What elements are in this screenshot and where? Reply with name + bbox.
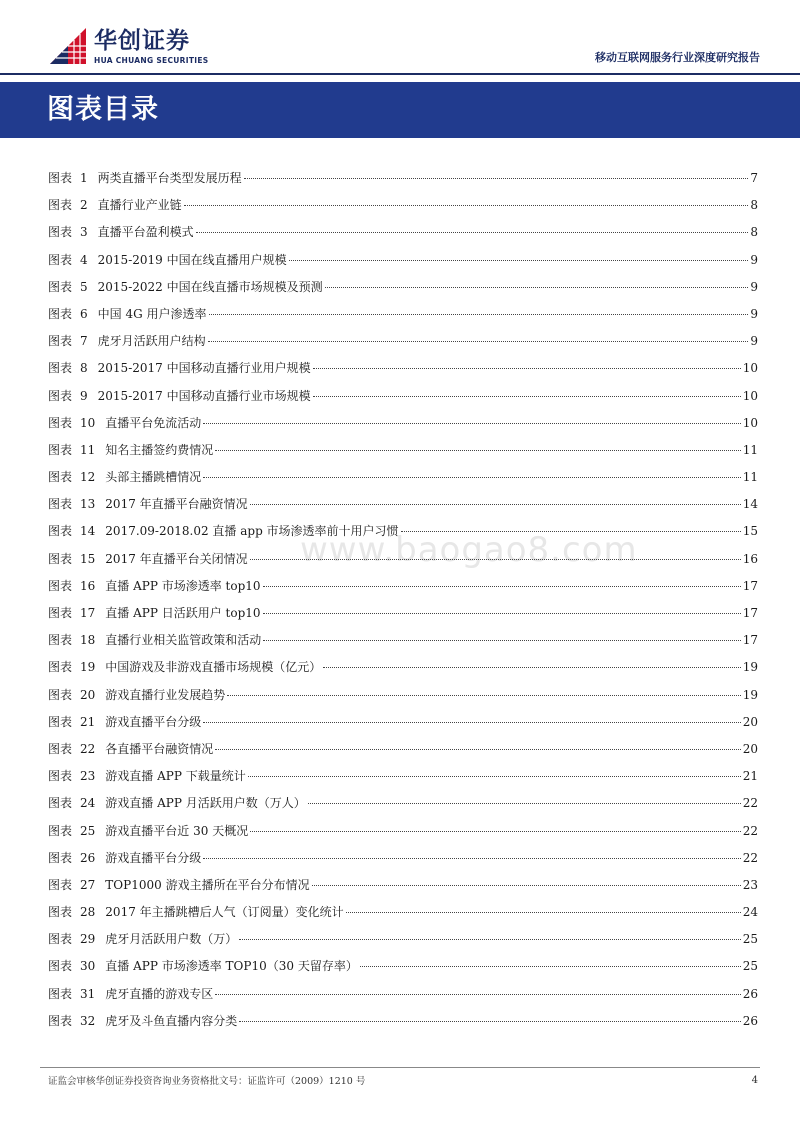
toc-entry-number: 28 [80, 905, 96, 920]
header-divider [0, 73, 800, 75]
report-title: 移动互联网服务行业深度研究报告 [595, 51, 760, 64]
toc-entry-prefix: 图表 [48, 334, 73, 349]
toc-entry[interactable] [48, 440, 758, 467]
toc-entry-prefix: 图表 [48, 877, 73, 892]
toc-entry[interactable] [48, 875, 758, 902]
toc-entry[interactable] [48, 467, 758, 494]
toc-entry[interactable] [48, 902, 758, 929]
toc-entry-prefix: 图表 [48, 796, 73, 811]
toc-entry[interactable] [48, 984, 758, 1011]
toc-entry-number: 19 [80, 660, 96, 675]
toc-entry-number: 26 [80, 850, 96, 865]
toc-entry-title: 中国 4G 用户渗透率 [97, 306, 207, 321]
toc-entry-number: 21 [80, 714, 96, 729]
toc-entry-prefix: 图表 [48, 198, 73, 213]
table-of-figures [48, 168, 758, 1038]
toc-leader-dots [215, 747, 740, 750]
toc-entry-prefix: 图表 [48, 714, 73, 729]
toc-leader-dots [325, 285, 749, 288]
toc-entry-page: 11 [742, 470, 758, 485]
toc-entry-title: 2015-2017 中国移动直播行业市场规模 [97, 388, 311, 403]
toc-entry-page: 16 [742, 551, 758, 566]
toc-entry-page: 17 [742, 606, 758, 620]
toc-entry[interactable] [48, 793, 758, 820]
toc-leader-dots [203, 856, 740, 859]
toc-leader-dots [263, 638, 740, 641]
toc-entry[interactable] [48, 358, 758, 385]
toc-entry-title: 虎牙月活跃用户结构 [97, 334, 206, 349]
toc-entry-prefix: 图表 [48, 823, 73, 838]
huachuang-logo-icon [48, 26, 88, 66]
toc-entry[interactable] [48, 413, 758, 440]
toc-entry-prefix: 图表 [48, 497, 73, 512]
toc-leader-dots [289, 258, 749, 261]
toc-entry-title: 2015-2019 中国在线直播用户规模 [97, 252, 287, 267]
toc-entry-title: 直播行业产业链 [97, 198, 182, 213]
toc-leader-dots [203, 421, 740, 424]
toc-entry-number: 12 [80, 470, 96, 485]
toc-entry-number: 5 [80, 279, 88, 294]
toc-entry-title: 直播平台免流活动 [105, 415, 202, 430]
toc-entry-prefix: 图表 [48, 306, 73, 321]
toc-entry-title: 游戏直播 APP 下载量统计 [105, 769, 246, 784]
page-header [0, 0, 800, 80]
toc-entry-page: 11 [742, 442, 758, 457]
toc-entry-number: 9 [80, 388, 88, 403]
toc-entry-number: 27 [80, 877, 96, 892]
toc-leader-dots [250, 502, 741, 505]
toc-entry-title: 游戏直播平台近 30 天概况 [105, 823, 249, 838]
toc-entry-page: 8 [750, 225, 758, 240]
toc-entry[interactable] [48, 331, 758, 358]
toc-entry-number: 31 [80, 986, 96, 1001]
toc-entry-prefix: 图表 [48, 769, 73, 784]
toc-entry-page: 7 [750, 171, 758, 185]
toc-entry-page: 23 [742, 877, 758, 892]
toc-entry-page: 24 [742, 905, 758, 920]
toc-entry-page: 22 [742, 823, 758, 838]
toc-leader-dots [209, 312, 749, 315]
toc-entry-number: 23 [80, 769, 96, 784]
toc-entry-number: 8 [80, 361, 88, 376]
toc-entry-prefix: 图表 [48, 225, 73, 240]
toc-entry-prefix: 图表 [48, 470, 73, 485]
toc-entry-title: 游戏直播平台分级 [105, 850, 202, 865]
toc-entry[interactable] [48, 1011, 758, 1038]
toc-entry-number: 13 [80, 497, 96, 512]
toc-entry-page: 10 [742, 415, 758, 430]
toc-entry-prefix: 图表 [48, 633, 73, 648]
toc-leader-dots [203, 720, 740, 723]
toc-entry-title: 直播行业相关监管政策和活动 [105, 633, 262, 648]
page-number: 4 [751, 1075, 758, 1086]
toc-entry-page: 22 [742, 850, 758, 865]
toc-leader-dots [215, 992, 740, 995]
toc-entry-number: 11 [80, 442, 96, 457]
toc-entry-title: 直播 APP 日活跃用户 top10 [105, 606, 261, 620]
toc-entry-number: 16 [80, 578, 96, 593]
toc-entry-title: 2015-2022 中国在线直播市场规模及预测 [97, 279, 323, 294]
toc-entry[interactable] [48, 848, 758, 875]
toc-entry-title: 直播 APP 市场渗透率 top10 [105, 578, 261, 593]
toc-entry-prefix: 图表 [48, 524, 73, 539]
toc-entry-prefix: 图表 [48, 986, 73, 1001]
toc-leader-dots [248, 774, 741, 777]
toc-entry-number: 10 [80, 415, 96, 430]
toc-entry[interactable] [48, 195, 758, 222]
toc-leader-dots [313, 394, 741, 397]
toc-entry-number: 17 [80, 606, 96, 620]
toc-entry-number: 29 [80, 932, 96, 947]
toc-entry[interactable] [48, 821, 758, 848]
toc-leader-dots [308, 801, 741, 804]
toc-entry[interactable] [48, 494, 758, 521]
toc-entry-prefix: 图表 [48, 279, 73, 294]
toc-entry-title: 2017 年直播平台关闭情况 [105, 551, 248, 566]
section-banner [0, 82, 800, 138]
toc-entry-prefix: 图表 [48, 361, 73, 376]
toc-entry-page: 17 [742, 633, 758, 648]
toc-entry-page: 10 [742, 388, 758, 403]
toc-entry[interactable] [48, 929, 758, 956]
toc-entry-page: 19 [742, 687, 758, 702]
toc-entry-number: 32 [80, 1013, 96, 1028]
toc-entry-page: 9 [750, 334, 758, 349]
toc-entry-prefix: 图表 [48, 687, 73, 702]
toc-entry-prefix: 图表 [48, 959, 73, 974]
toc-entry-page: 10 [742, 361, 758, 376]
toc-leader-dots [250, 829, 741, 832]
toc-entry-prefix: 图表 [48, 252, 73, 267]
toc-leader-dots [227, 693, 740, 696]
toc-entry-page: 9 [750, 306, 758, 321]
brand-name: 华创证券 [94, 28, 190, 54]
toc-entry-page: 9 [750, 252, 758, 267]
brand-name-english: HUA CHUANG SECURITIES [94, 56, 209, 65]
toc-entry-prefix: 图表 [48, 442, 73, 457]
toc-entry[interactable] [48, 521, 758, 548]
toc-entry-title: 游戏直播平台分级 [105, 714, 202, 729]
toc-entry-number: 15 [80, 551, 96, 566]
toc-entry-number: 2 [80, 198, 88, 213]
toc-entry-title: 直播平台盈利模式 [97, 225, 194, 240]
toc-entry[interactable] [48, 576, 758, 603]
toc-entry-title: 头部主播跳槽情况 [105, 470, 202, 485]
toc-entry-prefix: 图表 [48, 551, 73, 566]
toc-entry-prefix: 图表 [48, 606, 73, 620]
toc-entry[interactable] [48, 657, 758, 684]
toc-entry-page: 25 [742, 932, 758, 947]
toc-entry[interactable] [48, 168, 758, 195]
toc-entry-number: 24 [80, 796, 96, 811]
footer-divider [40, 1067, 760, 1068]
toc-entry-title: 虎牙直播的游戏专区 [105, 986, 214, 1001]
toc-entry-title: TOP1000 游戏主播所在平台分布情况 [105, 877, 310, 892]
toc-entry-prefix: 图表 [48, 578, 73, 593]
toc-entry-page: 26 [742, 986, 758, 1001]
toc-entry-prefix: 图表 [48, 415, 73, 430]
toc-entry[interactable] [48, 304, 758, 331]
toc-entry-title: 2017.09-2018.02 直播 app 市场渗透率前十用户习惯 [105, 524, 399, 539]
toc-entry-number: 14 [80, 524, 96, 539]
toc-leader-dots [360, 964, 741, 967]
toc-entry[interactable] [48, 685, 758, 712]
toc-entry[interactable] [48, 739, 758, 766]
toc-entry-title: 游戏直播行业发展趋势 [105, 687, 226, 702]
toc-entry-title: 直播 APP 市场渗透率 TOP10（30 天留存率） [105, 959, 358, 974]
toc-entry-prefix: 图表 [48, 1013, 73, 1028]
toc-leader-dots [184, 203, 749, 206]
toc-entry[interactable] [48, 222, 758, 249]
toc-leader-dots [312, 883, 741, 886]
toc-entry-page: 8 [750, 198, 758, 213]
toc-entry[interactable] [48, 250, 758, 277]
toc-entry-prefix: 图表 [48, 741, 73, 756]
toc-entry-prefix: 图表 [48, 660, 73, 675]
toc-entry-number: 25 [80, 823, 96, 838]
toc-entry-prefix: 图表 [48, 171, 73, 185]
toc-entry[interactable] [48, 630, 758, 657]
toc-leader-dots [346, 910, 741, 913]
toc-entry[interactable] [48, 277, 758, 304]
toc-entry-prefix: 图表 [48, 932, 73, 947]
toc-entry-page: 20 [742, 741, 758, 756]
toc-entry-title: 知名主播签约费情况 [105, 442, 214, 457]
toc-entry-page: 19 [742, 660, 758, 675]
toc-entry-title: 各直播平台融资情况 [105, 741, 214, 756]
toc-entry-title: 中国游戏及非游戏直播市场规模（亿元） [105, 660, 322, 675]
toc-entry-title: 2015-2017 中国移动直播行业用户规模 [97, 361, 311, 376]
toc-entry-page: 14 [742, 497, 758, 512]
toc-entry-title: 2017 年直播平台融资情况 [105, 497, 248, 512]
toc-entry[interactable] [48, 386, 758, 413]
toc-entry-page: 20 [742, 714, 758, 729]
toc-entry-prefix: 图表 [48, 388, 73, 403]
toc-entry[interactable] [48, 712, 758, 739]
toc-leader-dots [244, 176, 749, 179]
toc-leader-dots [263, 584, 741, 587]
toc-leader-dots [323, 665, 740, 668]
toc-entry[interactable] [48, 549, 758, 576]
toc-entry-page: 21 [742, 769, 758, 784]
toc-leader-dots [239, 1019, 740, 1022]
toc-entry-page: 9 [750, 279, 758, 294]
toc-leader-dots [250, 557, 741, 560]
toc-entry-number: 22 [80, 741, 96, 756]
toc-entry-number: 18 [80, 633, 96, 648]
toc-entry-number: 4 [80, 252, 88, 267]
toc-entry[interactable] [48, 766, 758, 793]
section-title: 图表目录 [47, 94, 159, 125]
toc-leader-dots [239, 937, 740, 940]
toc-entry-prefix: 图表 [48, 850, 73, 865]
toc-entry[interactable] [48, 603, 758, 630]
toc-entry-page: 17 [742, 578, 758, 593]
toc-entry-title: 2017 年主播跳槽后人气（订阅量）变化统计 [105, 905, 344, 920]
toc-leader-dots [313, 366, 741, 369]
toc-entry-number: 6 [80, 306, 88, 321]
toc-entry-title: 虎牙及斗鱼直播内容分类 [105, 1013, 238, 1028]
toc-entry-number: 3 [80, 225, 88, 240]
toc-entry-title: 两类直播平台类型发展历程 [97, 171, 242, 185]
toc-leader-dots [203, 475, 740, 478]
toc-entry-page: 26 [742, 1013, 758, 1028]
toc-leader-dots [208, 339, 749, 342]
toc-entry-page: 25 [742, 959, 758, 974]
toc-entry-number: 30 [80, 959, 96, 974]
toc-entry-page: 15 [742, 524, 758, 539]
toc-entry-page: 22 [742, 796, 758, 811]
toc-leader-dots [401, 529, 741, 532]
toc-entry-number: 7 [80, 334, 88, 349]
toc-entry-number: 20 [80, 687, 96, 702]
toc-entry-number: 1 [80, 171, 88, 185]
toc-entry-title: 虎牙月活跃用户数（万） [105, 932, 238, 947]
watermark: www.baogao8.com [300, 530, 638, 570]
toc-leader-dots [196, 230, 749, 233]
footer-disclaimer: 证监会审核华创证券投资咨询业务资格批文号：证监许可（2009）1210 号 [48, 1076, 366, 1087]
toc-entry[interactable] [48, 956, 758, 983]
toc-leader-dots [215, 448, 740, 451]
toc-entry-title: 游戏直播 APP 月活跃用户数（万人） [105, 796, 306, 811]
toc-leader-dots [263, 611, 741, 614]
toc-entry-prefix: 图表 [48, 905, 73, 920]
